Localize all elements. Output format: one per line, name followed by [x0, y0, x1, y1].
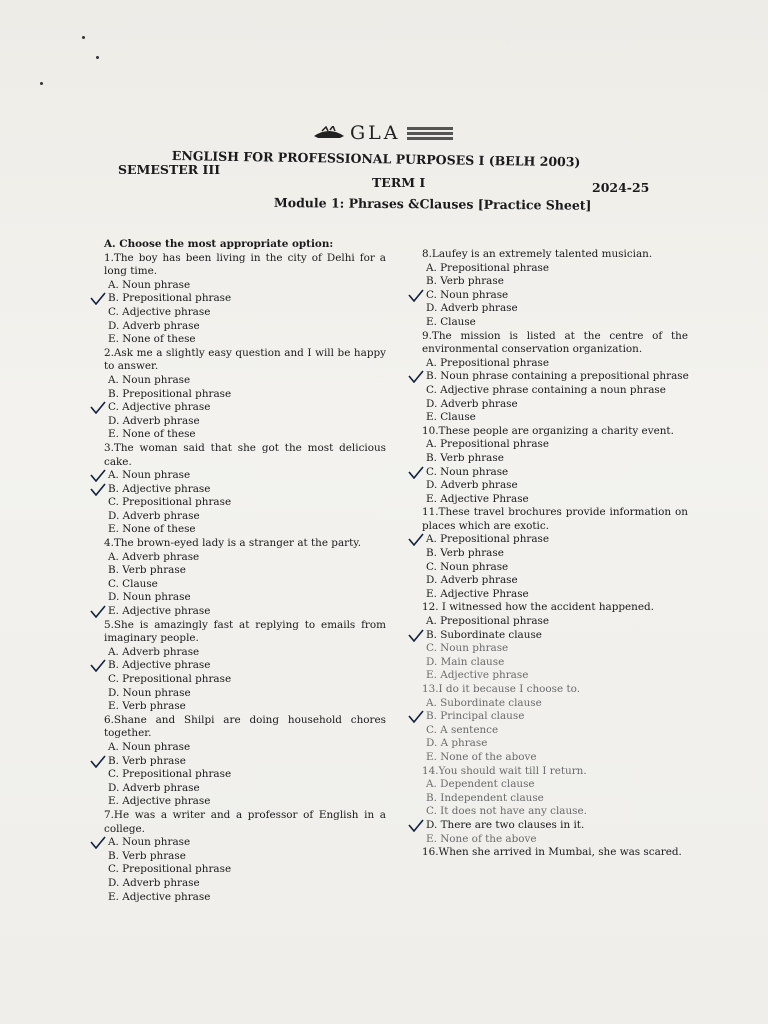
answer-option: D. Noun phrase	[108, 591, 191, 604]
answer-option: E. None of these	[108, 428, 196, 441]
answer-option: D. Adverb phrase	[108, 509, 200, 522]
checkmark-icon	[90, 483, 106, 496]
right-question-column	[422, 248, 688, 860]
question-text: 2.Ask me a slightly easy question and I will be happy to answer.	[104, 346, 386, 373]
logo-subtitle	[407, 127, 453, 140]
answer-option: A. Prepositional phrase	[426, 356, 550, 369]
answer-option: C. Noun phrase	[426, 560, 509, 573]
dust-speck	[40, 82, 43, 85]
dust-speck	[96, 56, 99, 59]
answer-option: B. Principal clause	[422, 710, 688, 724]
answer-option: B. Adjective phrase	[104, 659, 386, 673]
answer-option: E. None of the above	[426, 832, 537, 845]
answer-option: E. Adjective Phrase	[426, 587, 529, 600]
answer-option: B. Prepositional phrase	[104, 292, 386, 306]
answer-option: C. Prepositional phrase	[108, 496, 232, 509]
answer-option: A. Prepositional phrase	[426, 438, 550, 451]
question-text: 14.You should wait till I return.	[422, 764, 587, 777]
answer-option: E. Adjective phrase	[104, 605, 386, 619]
question-text: 16.When she arrived in Mumbai, she was scared.	[422, 846, 682, 859]
lamp-icon	[312, 126, 346, 140]
answer-option: A. Adverb phrase	[108, 645, 200, 658]
checkmark-icon	[90, 401, 106, 414]
answer-option: A. Noun phrase	[108, 373, 191, 386]
answer-option: B. Verb phrase	[426, 547, 504, 560]
answer-option: A. Prepositional phrase	[422, 533, 688, 547]
checkmark-icon	[90, 755, 106, 768]
answer-option: D. Adverb phrase	[108, 319, 200, 332]
answer-option: C. Prepositional phrase	[108, 673, 232, 685]
answer-option: D. Noun phrase	[108, 686, 191, 699]
question-text: 8.Laufey is an extremely talented musician.	[422, 248, 653, 260]
answer-option: D. Adverb phrase	[426, 574, 518, 587]
answer-option: C. Adjective phrase containing a noun phrase	[426, 383, 666, 396]
answer-option: E. Adjective phrase	[108, 890, 211, 903]
question-text: A. Choose the most appropriate option:	[104, 238, 334, 250]
course-title: ENGLISH FOR PROFESSIONAL PURPOSES I (BELH 2003)	[171, 148, 581, 170]
answer-option: E. Clause	[426, 315, 476, 328]
checkmark-icon	[90, 659, 106, 672]
logo-wordmark: GLA	[350, 122, 401, 144]
question-text: 3.The woman said that she got the most delicious cake.	[104, 441, 386, 468]
answer-option: B. Prepositional phrase	[108, 387, 232, 400]
question-text: 7.He was a writer and a professor of English in a college.	[104, 808, 386, 835]
answer-option: E. Clause	[426, 411, 476, 424]
question-text: 10.These people are organizing a charity event.	[422, 424, 674, 437]
answer-option: E. None of these	[108, 333, 196, 346]
answer-option: C. Noun phrase	[426, 642, 509, 655]
answer-option: E. Verb phrase	[108, 700, 186, 713]
checkmark-icon	[90, 292, 106, 305]
question-text: 9.The mission is listed at the centre of the environmental conservation organization.	[422, 329, 688, 356]
answer-option: B. Verb phrase	[108, 564, 186, 577]
answer-option: A. Dependent clause	[426, 778, 535, 791]
academic-year: 2024-25	[592, 180, 650, 195]
answer-option: A. Noun phrase	[108, 278, 191, 291]
answer-option: C. Prepositional phrase	[108, 768, 232, 781]
answer-option: C. Adjective phrase	[108, 305, 211, 318]
answer-option: A. Noun phrase	[104, 836, 386, 850]
answer-option: D. Adverb phrase	[108, 414, 200, 427]
checkmark-icon	[90, 469, 106, 482]
answer-option: D. Adverb phrase	[108, 876, 200, 889]
answer-option: C. A sentence	[426, 723, 499, 736]
answer-option: B. Subordinate clause	[422, 629, 688, 643]
semester-label: SEMESTER III	[118, 162, 221, 177]
checkmark-icon	[408, 370, 424, 383]
answer-option: D. Adverb phrase	[426, 302, 518, 315]
answer-option: C. It does not have any clause.	[426, 805, 587, 818]
question-text: 5.She is amazingly fast at replying to emails from imaginary people.	[104, 618, 386, 645]
answer-option: D. Main clause	[426, 655, 505, 668]
checkmark-icon	[408, 289, 424, 302]
answer-option: E. Adjective phrase	[108, 795, 211, 808]
answer-option: C. Noun phrase	[422, 466, 688, 480]
answer-option: D. Adverb phrase	[426, 397, 518, 410]
answer-option: B. Verb phrase	[108, 849, 186, 862]
checkmark-icon	[408, 710, 424, 723]
answer-option: B. Verb phrase	[426, 451, 504, 464]
answer-option: E. None of these	[108, 523, 196, 536]
question-text: 1.The boy has been living in the city of Delhi for a long time.	[104, 251, 386, 278]
answer-option: B. Independent clause	[426, 791, 544, 804]
checkmark-icon	[90, 836, 106, 849]
answer-option: A. Noun phrase	[104, 469, 386, 483]
checkmark-icon	[408, 819, 424, 832]
checkmark-icon	[408, 629, 424, 642]
answer-option: A. Noun phrase	[108, 740, 191, 753]
question-text: 6.Shane and Shilpi are doing household chores together.	[104, 713, 386, 740]
answer-option: B. Noun phrase containing a prepositional phrase	[422, 370, 688, 384]
answer-option: D. Adverb phrase	[108, 781, 200, 794]
answer-option: B. Adjective phrase	[104, 483, 386, 497]
dust-speck	[82, 36, 85, 39]
question-text: 12. I witnessed how the accident happened.	[422, 601, 654, 614]
question-text: 11.These travel brochures provide information on places which are exotic.	[422, 506, 688, 532]
question-text: 4.The brown-eyed lady is a stranger at the party.	[104, 537, 362, 550]
checkmark-icon	[408, 533, 424, 546]
answer-option: B. Verb phrase	[104, 755, 386, 769]
answer-option: E. Adjective phrase	[426, 669, 529, 682]
answer-option: C. Noun phrase	[422, 289, 688, 303]
answer-option: E. None of the above	[426, 750, 537, 763]
question-text: 13.I do it because I choose to.	[422, 683, 581, 695]
term-label: TERM I	[372, 175, 426, 190]
checkmark-icon	[408, 466, 424, 479]
module-title: Module 1: Phrases &Clauses [Practice Sheet]	[273, 195, 592, 213]
answer-option: A. Prepositional phrase	[426, 261, 550, 274]
answer-option: C. Adjective phrase	[104, 401, 386, 415]
answer-option: C. Clause	[108, 577, 158, 590]
answer-option: E. Adjective Phrase	[426, 492, 529, 505]
answer-option: D. There are two clauses in it.	[422, 819, 688, 833]
answer-option: A. Subordinate clause	[426, 696, 542, 709]
answer-option: D. A phrase	[426, 737, 488, 750]
answer-option: A. Adverb phrase	[108, 550, 200, 563]
university-logo	[312, 122, 492, 144]
answer-option: D. Adverb phrase	[426, 479, 518, 492]
left-question-column	[104, 238, 386, 904]
answer-option: C. Prepositional phrase	[108, 863, 232, 876]
answer-option: B. Verb phrase	[426, 275, 504, 288]
answer-option: A. Prepositional phrase	[426, 615, 550, 628]
checkmark-icon	[90, 605, 106, 618]
